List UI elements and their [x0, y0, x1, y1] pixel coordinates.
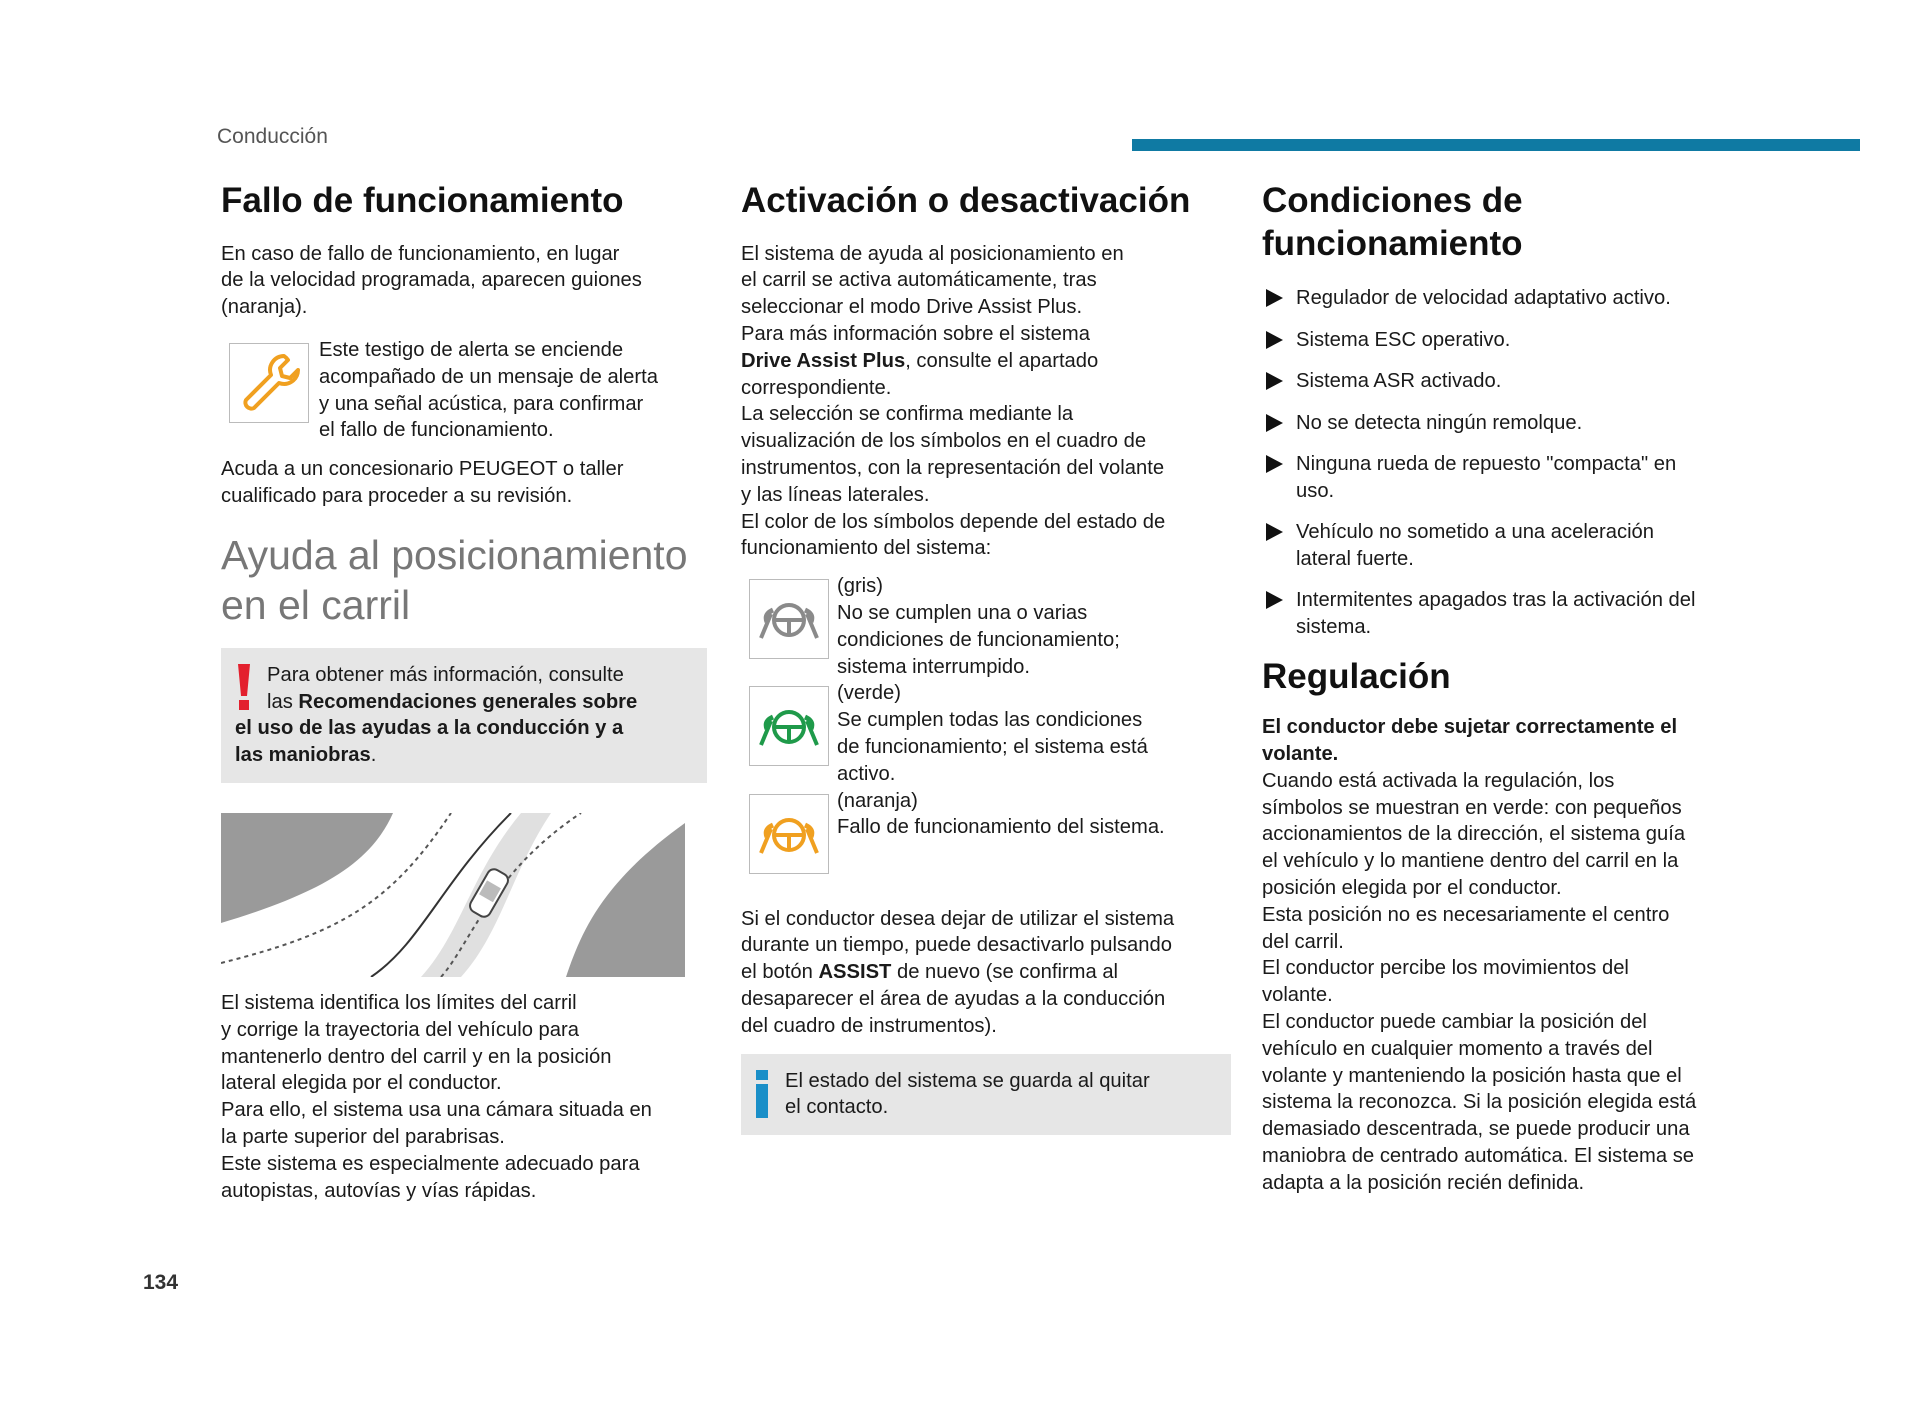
list-item: Sistema ESC operativo. [1262, 327, 1762, 354]
bullet-triangle-icon [1266, 455, 1283, 473]
symbol-row-orange [741, 788, 1231, 874]
bullet-triangle-icon [1266, 372, 1283, 390]
page-number: 134 [143, 1271, 179, 1294]
heading-malfunction: Fallo de funcionamiento [221, 181, 624, 220]
column-left [221, 180, 707, 1204]
regulation-text: El conductor debe sujetar correctamente el volante. Cuando está activada la regulación, los símbolos se muestran en verde: con pequeños accionamientos de la dirección, el sistema guía el vehículo y lo mantiene dentro del carril en la posición elegida por el conductor. Esta posición no es necesariamente el centro del carril. El conductor percibe los movimientos del volante. El conductor puede cambiar la posición del vehículo en cualquier momento a través del volante y manteniendo la posición hasta que el sistema la reconozca. Si la posición elegida está demasiado descentrada, se puede producir una maniobra de centrado automática. El sistema se adapta a la posición recién definida. [1262, 716, 1697, 1194]
heading-activation: Activación o desactivación [741, 181, 1191, 220]
list-item: Vehículo no sometido a una aceleración lateral fuerte. [1262, 519, 1762, 573]
list-item: No se detecta ningún remolque. [1262, 410, 1762, 437]
dealer-text: Acuda a un concesionario PEUGEOT o taller cualificado para proceder a su revisión. [221, 458, 624, 508]
activation-text: El sistema de ayuda al posicionamiento en el carril se activa automáticamente, tras seleccionar el modo Drive Assist Plus. Para más información sobre el sistema Drive Assist Plus, consulte el apartado correspondiente. La selección se confirma mediante la visualización de los símbolos en el cuadro de instrumentos, con la representación del volante y las líneas laterales. El color de los símbolos depende del estado de funcionamiento del sistema: [741, 242, 1166, 560]
steering-wheel-orange-icon [749, 794, 829, 874]
symbol-orange-text: (naranja) Fallo de funcionamiento del sistema. [837, 789, 1165, 839]
heading-regulation: Regulación [1262, 656, 1451, 696]
symbol-list [741, 573, 1231, 873]
bullet-triangle-icon [1266, 591, 1283, 609]
conditions-list [1262, 285, 1762, 641]
symbol-row-green [741, 680, 1231, 787]
symbol-row-gray [741, 573, 1231, 680]
lane-road-illustration [221, 813, 685, 977]
info-icon [751, 1070, 773, 1118]
bullet-triangle-icon [1266, 289, 1283, 307]
lane-system-description: El sistema identifica los límites del carril y corrige la trayectoria del vehículo para mantenerlo dentro del carril y en la posición lateral elegida por el conductor. Para ello, el sistema usa una cámara situada en la parte superior del parabrisas. Este sistema es especialmente adecuado para autopistas, autovías y vías rápidas. [221, 992, 652, 1202]
list-item: Sistema ASR activado. [1262, 368, 1762, 395]
wrench-warning-icon [229, 343, 309, 423]
header-accent-bar [1132, 139, 1860, 151]
subtitle-lane-positioning: Ayuda al posicionamiento en el carril [221, 531, 688, 628]
symbol-green-text: (verde) Se cumplen todas las condiciones de funcionamiento; el sistema está activo. [837, 682, 1148, 785]
recommendation-note: Para obtener más información, consulte las Recomendaciones generales sobre el uso de las ayudas a la conducción y a las maniobras. [221, 648, 707, 783]
list-item: Regulador de velocidad adaptativo activo. [1262, 285, 1762, 312]
info-note: El estado del sistema se guarda al quitar el contacto. [741, 1054, 1231, 1136]
symbol-gray-text: (gris) No se cumplen una o varias condiciones de funcionamiento; sistema interrumpido. [837, 575, 1120, 678]
bullet-triangle-icon [1266, 523, 1283, 541]
column-middle [741, 180, 1231, 1135]
steering-wheel-gray-icon [749, 579, 829, 659]
bullet-triangle-icon [1266, 331, 1283, 349]
steering-wheel-green-icon [749, 686, 829, 766]
bullet-triangle-icon [1266, 414, 1283, 432]
list-item: Intermitentes apagados tras la activación del sistema. [1262, 587, 1762, 641]
warning-light-text: Este testigo de alerta se enciende acompañado de un mensaje de alerta y una señal acústica, para confirmar el fallo de funcionamiento. [319, 339, 658, 442]
heading-operating-conditions: Condiciones de funcionamiento [1262, 181, 1523, 263]
column-right [1262, 180, 1762, 1197]
deactivation-text: Si el conductor desea dejar de utilizar el sistema durante un tiempo, puede desactivarlo pulsando el botón ASSIST de nuevo (se confirma al desaparecer el área de ayudas a la conducción del cuadro de instrumentos). [741, 907, 1175, 1037]
warning-light-row [221, 337, 707, 444]
exclamation-icon [229, 662, 259, 712]
list-item: Ninguna rueda de repuesto "compacta" en uso. [1262, 451, 1762, 505]
section-label: Conducción [217, 125, 328, 148]
malfunction-intro: En caso de fallo de funcionamiento, en lugar de la velocidad programada, aparecen guiones (naranja). [221, 242, 642, 319]
